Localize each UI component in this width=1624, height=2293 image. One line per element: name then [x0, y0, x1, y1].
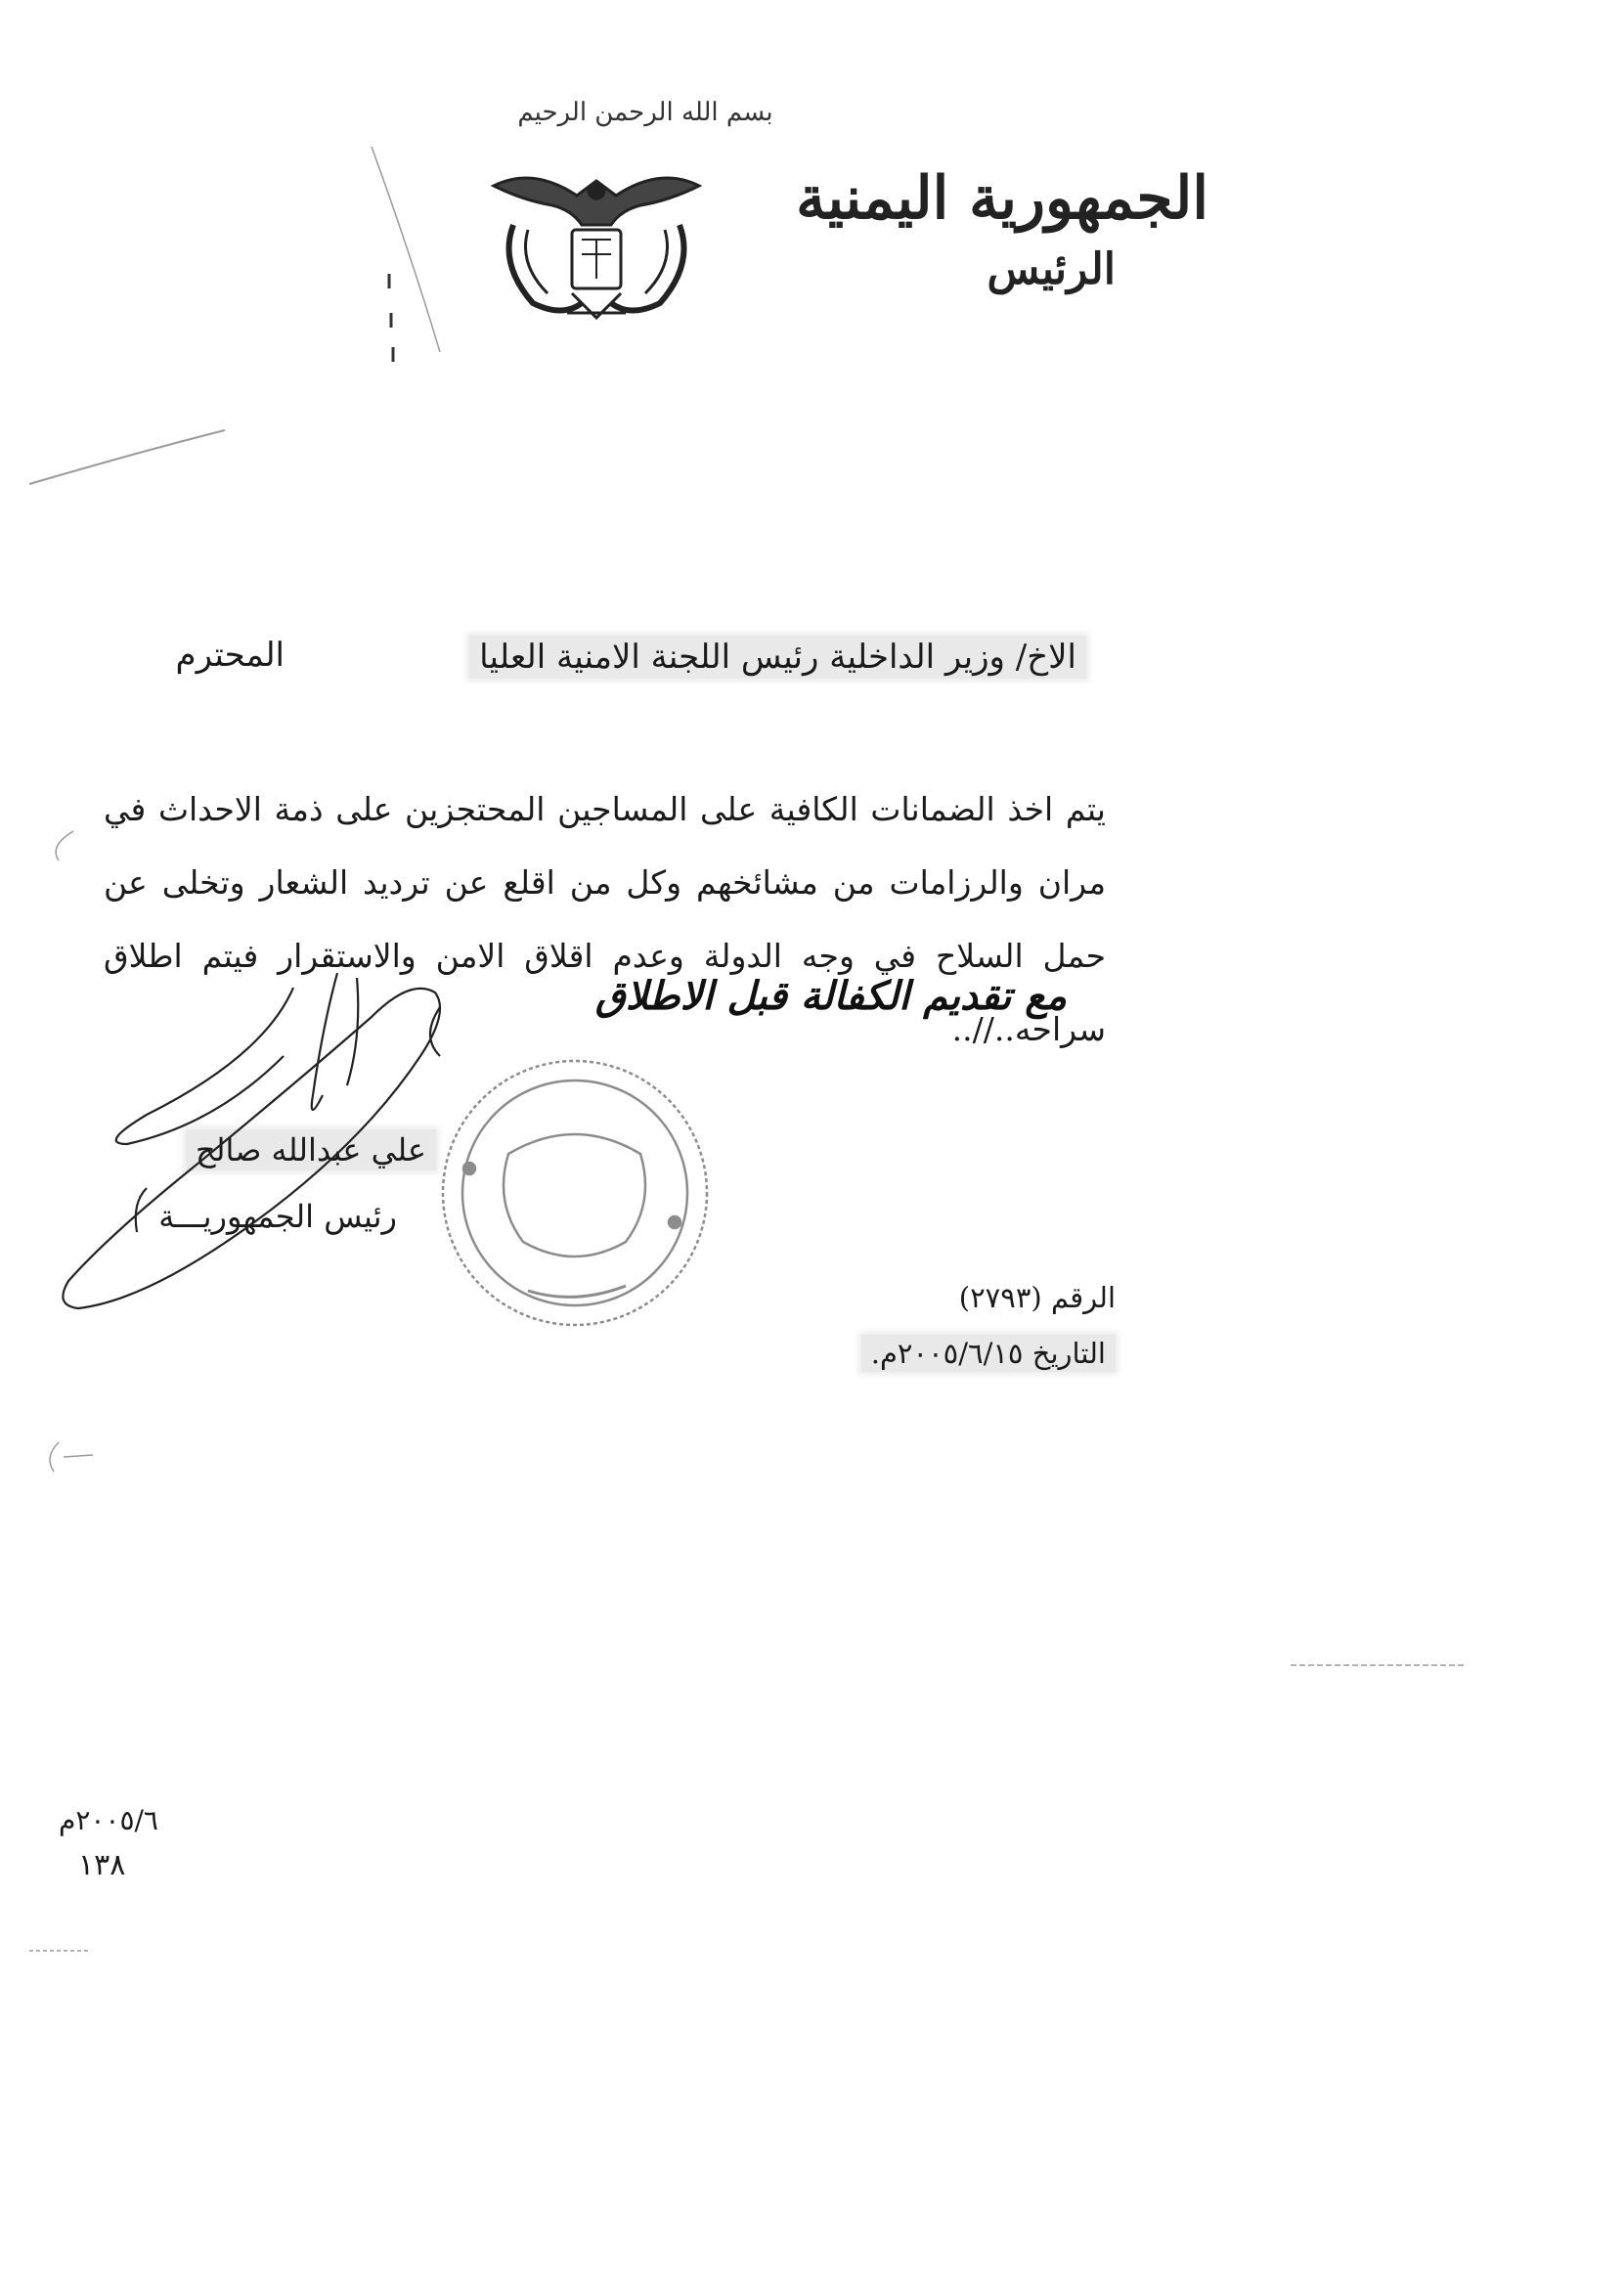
letter-body: يتم اخذ الضمانات الكافية على المساجين المحتجزين على ذمة الاحداث في مران والرزامات من مشائخهم وكل من اقلع عن ترديد الشعار وتخلى عن حمل السلاح في وجه الدولة وعدم اقلاق الامن والاستقرار فيتم اطلاق سراحه..//.. [104, 790, 1107, 1048]
official-stamp-icon [443, 1061, 707, 1325]
yemen-eagle-emblem-icon [474, 156, 719, 328]
signatory-title: رئيس الجمهوريـــة [158, 1198, 397, 1235]
signatory-name: علي عبدالله صالح [186, 1129, 436, 1170]
country-header: الجمهورية اليمنية [796, 164, 1208, 233]
reference-number: الرقم (٢٧٩٣) [958, 1281, 1116, 1314]
handwritten-note: مع تقديم الكفالة قبل الاطلاق [594, 973, 1067, 1019]
basmala: بسم الله الرحمن الرحيم [517, 98, 773, 127]
honorific: المحترم [175, 636, 285, 675]
recipient-line: الاخ/ وزير الداخلية رئيس اللجنة الامنية العليا [469, 636, 1086, 679]
margin-date: ٢٠٠٥/٦م [59, 1804, 158, 1836]
reference-date: التاريخ ٢٠٠٥/٦/١٥م. [861, 1335, 1116, 1372]
office-header: الرئيس [987, 244, 1116, 294]
margin-number: ١٣٨ [78, 1848, 126, 1882]
